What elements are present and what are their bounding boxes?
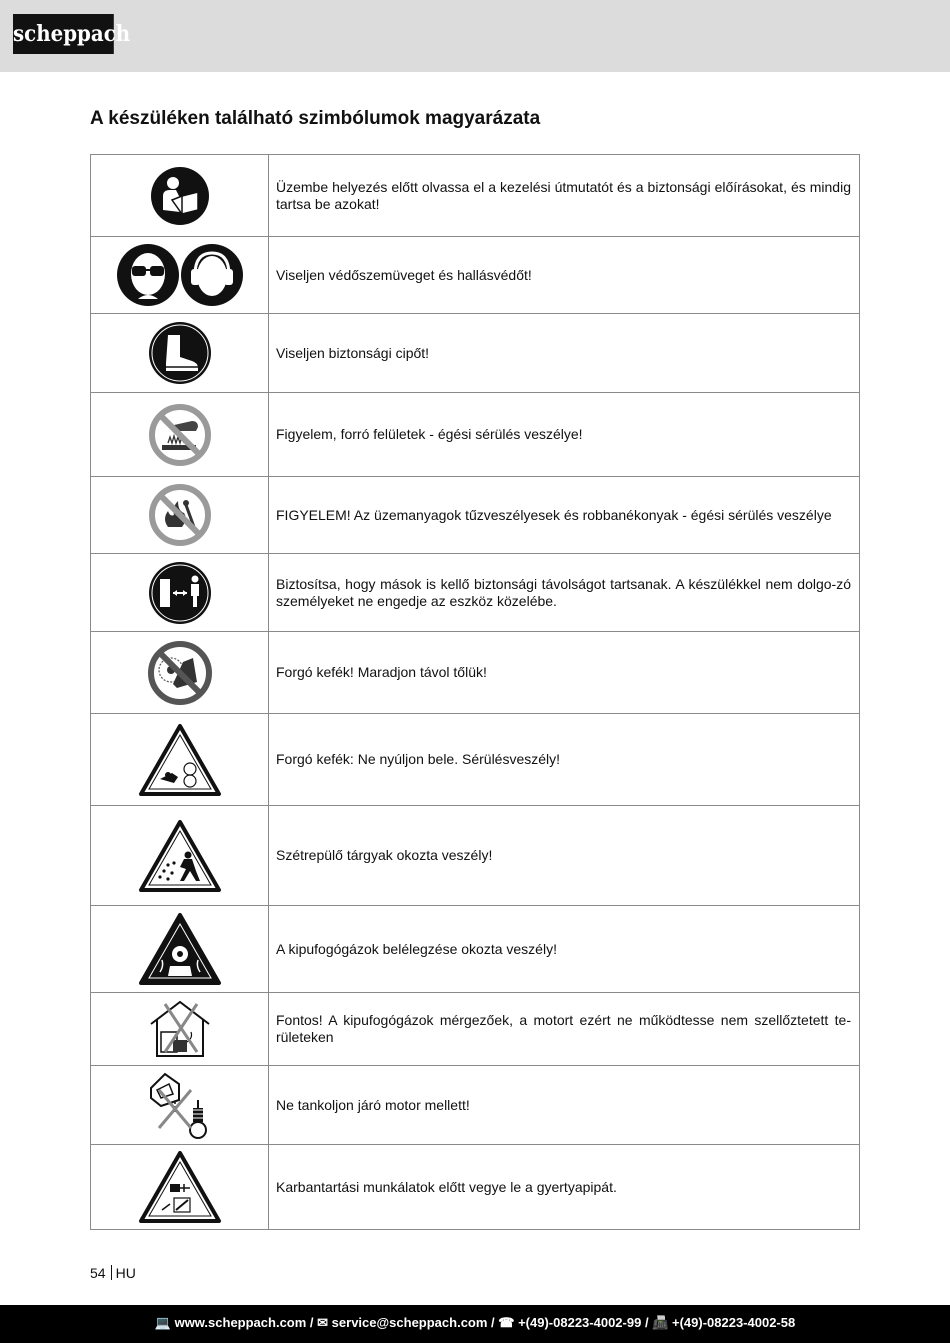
computer-icon: 💻 xyxy=(154,1315,175,1330)
symbol-description: Forgó kefék: Ne nyúljon bele. Sérülésveszély! xyxy=(269,714,860,806)
symbol-description: Biztosítsa, hogy mások is kellő biztonsági távolságot tartsanak. A készülékkel nem dolgo-zó személyeket ne engedje az eszköz közelébe. xyxy=(269,554,860,632)
table-row xyxy=(91,1145,860,1230)
symbol-description: Szétrepülő tárgyak okozta veszély! xyxy=(269,806,860,906)
symbol-description: Viseljen védőszemüveget és hallásvédőt! xyxy=(269,237,860,314)
flying-objects-warning-icon xyxy=(138,819,222,893)
safety-boots-icon xyxy=(148,321,212,385)
table-row xyxy=(91,314,860,393)
symbol-description: Viseljen biztonsági cipőt! xyxy=(269,314,860,393)
symbol-description: Karbantartási munkálatok előtt vegye le a gyertyapipát. xyxy=(269,1145,860,1230)
symbol-description: Üzembe helyezés előtt olvassa el a kezelési útmutatót és a biztonsági előírásokat, és mindig tartsa be azokat! xyxy=(269,155,860,237)
page-title: A készüléken található szimbólumok magyarázata xyxy=(90,108,541,129)
table-row xyxy=(91,237,860,314)
rotating-brush-prohibition-icon xyxy=(147,640,213,706)
table-row xyxy=(91,632,860,714)
table-row xyxy=(91,993,860,1066)
exhaust-fumes-warning-icon xyxy=(138,912,222,986)
no-indoor-running-icon xyxy=(147,998,213,1060)
language-code: HU xyxy=(115,1265,136,1281)
email-link[interactable]: service@scheppach.com xyxy=(331,1315,488,1330)
hot-surface-prohibition-icon xyxy=(148,403,212,467)
table-row xyxy=(91,477,860,554)
rotating-brush-warning-icon xyxy=(138,723,222,797)
scheppach-logo: scheppach xyxy=(13,14,114,54)
table-row xyxy=(91,155,860,237)
symbol-description: Figyelem, forró felületek - égési sérülés veszélye! xyxy=(269,393,860,477)
fax-number: +(49)-08223-4002-58 xyxy=(671,1315,796,1330)
table-row xyxy=(91,554,860,632)
read-manual-icon xyxy=(150,166,210,226)
no-refuel-running-icon xyxy=(145,1070,215,1140)
symbol-description: FIGYELEM! Az üzemanyagok tűzveszélyesek és robbanékonyak - égési sérülés veszélye xyxy=(269,477,860,554)
website-link[interactable]: www.scheppach.com xyxy=(174,1315,307,1330)
footer-separator xyxy=(111,1265,112,1280)
symbol-description: Fontos! A kipufogógázok mérgezőek, a motort ezért ne működtesse nem szellőztetett te-rületeken xyxy=(269,993,860,1066)
table-row xyxy=(91,806,860,906)
table-row xyxy=(91,1066,860,1145)
page-number-footer xyxy=(90,1265,136,1281)
page-number: 54 xyxy=(90,1265,106,1281)
phone-number: +(49)-08223-4002-99 xyxy=(518,1315,642,1330)
goggles-ear-protection-icon xyxy=(116,243,244,307)
fax-icon: 📠 xyxy=(652,1315,672,1330)
no-fire-icon xyxy=(148,483,212,547)
symbol-description: Ne tankoljon járó motor mellett! xyxy=(269,1066,860,1145)
table-row xyxy=(91,714,860,806)
phone-icon: ☎ xyxy=(498,1315,519,1330)
spark-plug-maintenance-icon xyxy=(138,1150,222,1224)
contact-bar: 💻 www.scheppach.com / ✉ service@scheppach.com / ☎ +(49)-08223-4002-99 / 📠 +(49)-08223-4002-58 xyxy=(0,1305,950,1343)
table-row xyxy=(91,906,860,993)
table-row xyxy=(91,393,860,477)
symbol-description: A kipufogógázok belélegzése okozta veszély! xyxy=(269,906,860,993)
symbol-table xyxy=(90,154,860,1230)
keep-distance-icon xyxy=(148,561,212,625)
mail-icon: ✉ xyxy=(317,1315,332,1330)
symbol-description: Forgó kefék! Maradjon távol tőlük! xyxy=(269,632,860,714)
header-bar xyxy=(0,0,950,72)
